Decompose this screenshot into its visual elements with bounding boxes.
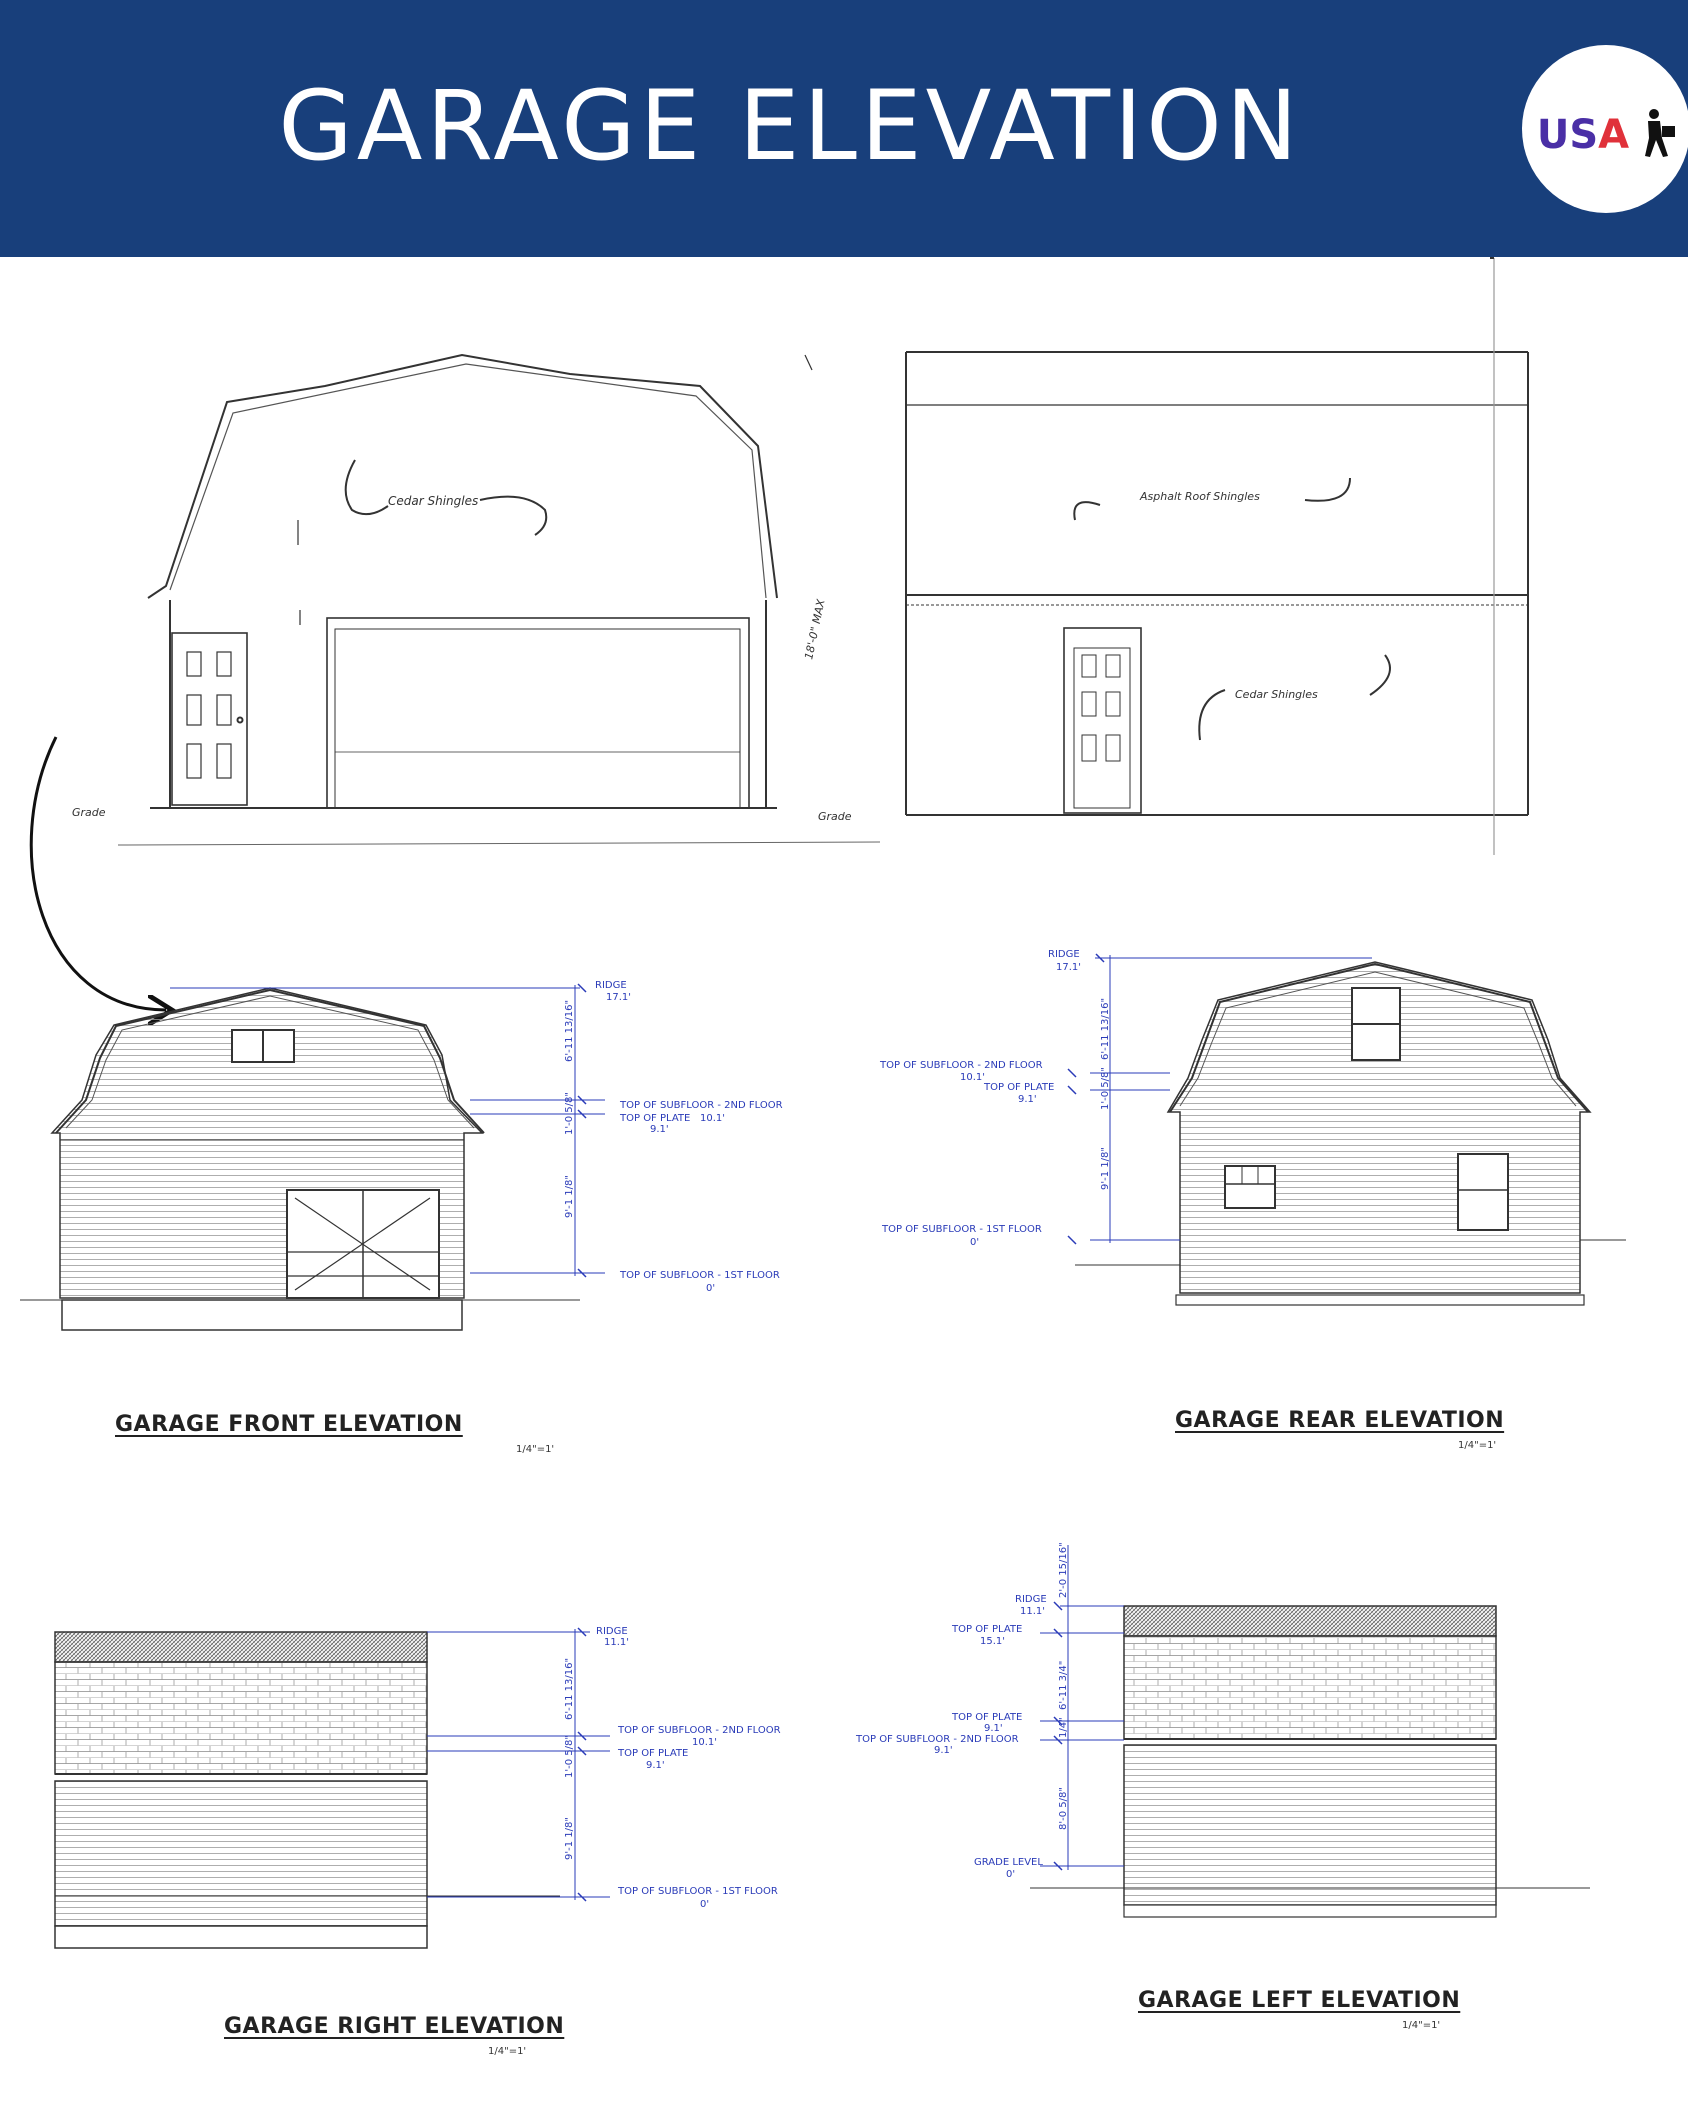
right-sub2-value: 10.1'	[692, 1737, 718, 1748]
sketch-left-note: Cedar Shingles	[388, 494, 479, 508]
left-plate-value: 9.1'	[984, 1723, 1003, 1734]
right-elevation-drawing	[55, 1632, 560, 1948]
left-elevation-scale: 1/4"=1'	[1402, 2020, 1441, 2031]
rear-elevation-drawing	[1075, 962, 1626, 1305]
left-ridge-value: 11.1'	[1020, 1606, 1046, 1617]
sketch-height-note: 18'-0" MAX	[802, 598, 828, 661]
left-dimension-lines	[1040, 1545, 1124, 1870]
right-ridge-value: 11.1'	[604, 1637, 630, 1648]
left-dim-mid: 1/4"	[1058, 1717, 1069, 1738]
page-title: GARAGE ELEVATION	[278, 70, 1302, 182]
front-ridge-label: RIDGE	[595, 980, 627, 991]
left-elevation-caption: GARAGE LEFT ELEVATION	[1138, 1988, 1461, 2013]
right-sub2-label: TOP OF SUBFLOOR - 2ND FLOOR	[618, 1725, 781, 1736]
front-elevation-scale: 1/4"=1'	[516, 1444, 555, 1455]
sketch-right-note-bottom: Cedar Shingles	[1235, 688, 1318, 701]
rear-ridge-value: 17.1'	[1056, 962, 1082, 973]
right-ridge-label: RIDGE	[596, 1626, 628, 1637]
left-dim-top: 6'-11 3/4"	[1058, 1660, 1069, 1710]
front-dim-mid: 1'-0 5/8"	[564, 1092, 575, 1135]
right-elevation-caption: GARAGE RIGHT ELEVATION	[224, 2014, 565, 2039]
left-grade-label: GRADE LEVEL	[974, 1857, 1043, 1868]
rear-plate-value: 9.1'	[1018, 1094, 1037, 1105]
front-ridge-value: 17.1'	[606, 992, 632, 1003]
front-sub1-value: 0'	[706, 1283, 716, 1294]
rear-sub2-value: 10.1'	[960, 1072, 986, 1083]
left-dim-ridge: 2'-0 15/16"	[1058, 1542, 1069, 1598]
front-plate-value: 9.1'	[650, 1124, 669, 1135]
right-dimension-lines	[427, 1628, 610, 1901]
left-plate-top-value: 15.1'	[980, 1636, 1006, 1647]
logo-text-us: US	[1536, 112, 1599, 158]
left-sub2-value: 9.1'	[934, 1745, 953, 1756]
left-grade-value: 0'	[1006, 1869, 1016, 1880]
right-dim-mid: 1'-0 5/8"	[564, 1735, 575, 1778]
left-ridge-label: RIDGE	[1015, 1594, 1047, 1605]
rear-ridge-label: RIDGE	[1048, 949, 1080, 960]
left-plate-top-label: TOP OF PLATE	[952, 1624, 1023, 1635]
right-dim-bot: 9'-1 1/8"	[564, 1817, 575, 1860]
rear-plate-label: TOP OF PLATE	[984, 1082, 1055, 1093]
rear-sub1-value: 0'	[970, 1237, 980, 1248]
front-elevation-caption: GARAGE FRONT ELEVATION	[115, 1412, 463, 1437]
front-sub2-label: TOP OF SUBFLOOR - 2ND FLOOR	[620, 1100, 783, 1111]
left-elevation-drawing	[1030, 1606, 1590, 1917]
rear-dim-mid: 1'-0 5/8"	[1100, 1067, 1111, 1110]
front-dim-top: 6'-11 13/16"	[564, 999, 575, 1062]
left-plate-label: TOP OF PLATE	[952, 1712, 1023, 1723]
front-dim-bot: 9'-1 1/8"	[564, 1175, 575, 1218]
sketch-grade-right: Grade	[818, 810, 852, 823]
logo-text-a: A	[1598, 112, 1630, 158]
front-plate-label: TOP OF PLATE	[620, 1113, 691, 1124]
right-plate-value: 9.1'	[646, 1760, 665, 1771]
rear-dim-top: 6'-11 13/16"	[1100, 997, 1111, 1060]
front-elevation-drawing	[20, 988, 580, 1330]
left-sub2-label: TOP OF SUBFLOOR - 2ND FLOOR	[856, 1734, 1019, 1745]
right-sub1-label: TOP OF SUBFLOOR - 1ST FLOOR	[618, 1886, 778, 1897]
left-dim-bot: 8'-0 5/8"	[1058, 1787, 1069, 1830]
curved-arrow-icon	[31, 737, 166, 1010]
right-elevation-scale: 1/4"=1'	[488, 2046, 527, 2057]
rear-elevation-scale: 1/4"=1'	[1458, 1440, 1497, 1451]
front-sub2-value: 10.1'	[700, 1113, 726, 1124]
right-sub1-value: 0'	[700, 1899, 710, 1910]
rear-elevation-caption: GARAGE REAR ELEVATION	[1175, 1408, 1505, 1433]
hand-sketch-rear	[906, 258, 1528, 855]
hand-sketch-front	[118, 355, 880, 845]
right-plate-label: TOP OF PLATE	[618, 1748, 689, 1759]
rear-sub1-label: TOP OF SUBFLOOR - 1ST FLOOR	[882, 1224, 1042, 1235]
sketch-grade-left: Grade	[72, 806, 106, 819]
right-dim-top: 6'-11 13/16"	[564, 1657, 575, 1720]
sketch-right-note-top: Asphalt Roof Shingles	[1140, 490, 1260, 503]
rear-sub2-label: TOP OF SUBFLOOR - 2ND FLOOR	[880, 1060, 1043, 1071]
front-sub1-label: TOP OF SUBFLOOR - 1ST FLOOR	[620, 1270, 780, 1281]
rear-dim-bot: 9'-1 1/8"	[1100, 1147, 1111, 1190]
